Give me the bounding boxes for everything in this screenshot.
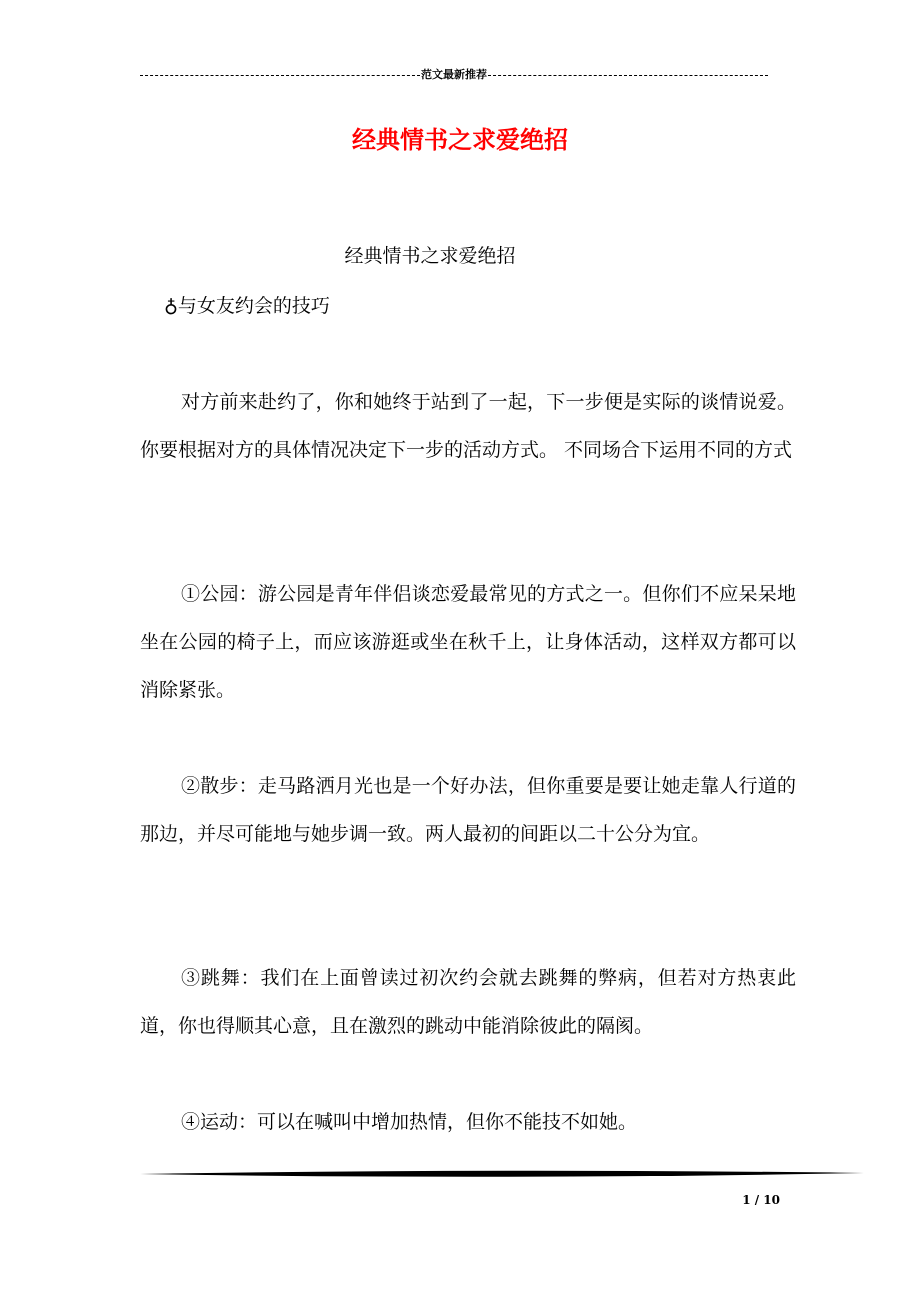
- header-dashes-right: [488, 75, 768, 76]
- page-header: [140, 68, 768, 82]
- paragraph-sports: ④运动：可以在喊叫中增加热情，但你不能技不如她。: [181, 1111, 638, 1133]
- document-title: 经典情书之求爱绝招: [352, 125, 568, 154]
- header-dashes-left: [140, 75, 420, 76]
- paragraph-park: ①公园：游公园是青年伴侣谈恋爱最常见的方式之一。但你们不应呆呆地坐在公园的椅子上，而应该游逛或坐在秋千上，让身体活动，这样双方都可以消除紧张。: [140, 583, 796, 701]
- section-heading: ♁与女友约会的技巧: [164, 295, 330, 317]
- page-number: 1 / 10: [742, 1193, 780, 1207]
- paragraph-intro: 对方前来赴约了，你和她终于站到了一起，下一步便是实际的谈情说爱。你要根据对方的具体情况决定下一步的活动方式。 不同场合下运用不同的方式: [140, 391, 796, 461]
- header-label: 范文最新推荐: [421, 68, 487, 81]
- paragraph-dance: ③跳舞：我们在上面曾读过初次约会就去跳舞的弊病，但若对方热衷此道，你也得顺其心意，且在激烈的跳动中能消除彼此的隔阂。: [140, 967, 796, 1037]
- paragraph-walk: ②散步：走马路洒月光也是一个好办法，但你重要是要让她走靠人行道的那边，并尽可能地与她步调一致。两人最初的间距以二十公分为宜。: [140, 775, 796, 845]
- footer-rule: [140, 1168, 864, 1180]
- document-subtitle: 经典情书之求爱绝招: [344, 245, 516, 267]
